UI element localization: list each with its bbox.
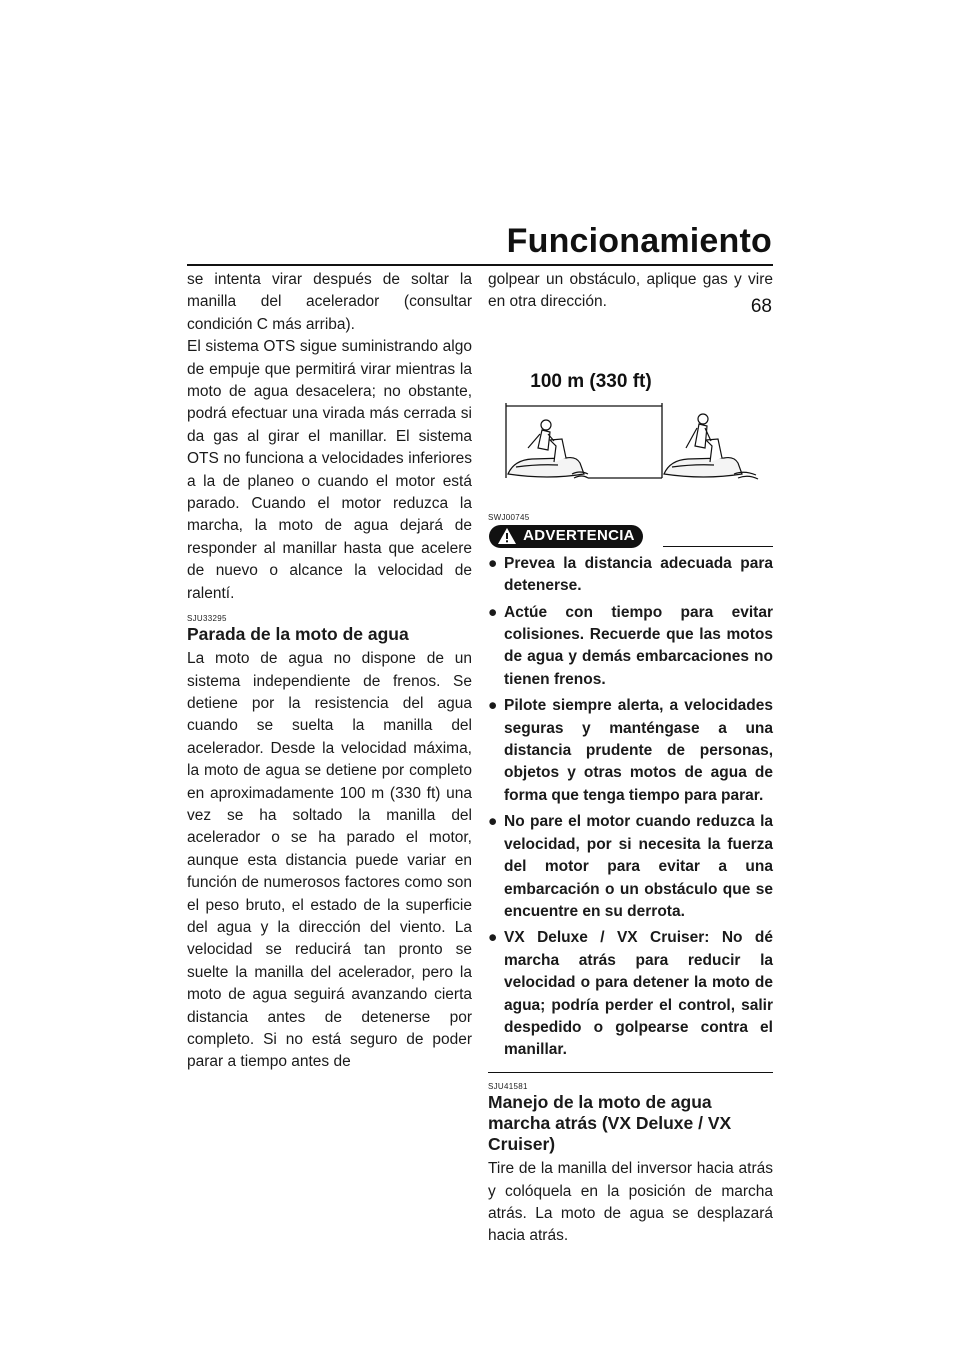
bullet-icon: ● [488, 697, 498, 715]
watercraft-left-icon [508, 420, 588, 478]
bullet-icon: ● [488, 603, 498, 621]
bullet-icon: ● [488, 929, 498, 947]
warning-item: ● Pilote siempre alerta, a velocidades seguras y manténgase a una distancia prudente de personas, objetos y otras motos de agua de forma que tenga tiempo para parar. [488, 697, 773, 804]
warning-item: ● VX Deluxe / VX Cruiser: No dé marcha atrás para reducir la velocidad o para detener la moto de agua; podría perder el control, salir despedido o golpearse contra el manillar. [488, 929, 773, 1059]
section-heading-reverse: Manejo de la moto de agua marcha atrás (VX Deluxe / VX Cruiser) [488, 1092, 732, 1155]
continuation-paragraph: golpear un obstáculo, aplique gas y vire en otra dirección. [488, 271, 773, 311]
page-title: Funcionamiento [506, 222, 772, 260]
left-column [187, 269, 472, 1074]
warning-item: ● Prevea la distancia adecuada para detenerse. [488, 554, 773, 595]
section-code: SJU33295 [187, 614, 227, 624]
warning-header [488, 525, 773, 549]
page-number: 68 [750, 296, 772, 317]
stopping-distance-illustration [488, 324, 773, 504]
bullet-icon: ● [488, 813, 498, 831]
section-code: SJU41581 [488, 1082, 528, 1092]
intro-paragraph-1: se intenta virar después de soltar la manilla del acelerador (consultar condición C más arriba). [187, 271, 472, 333]
warning-code: SWJ00745 [488, 512, 530, 522]
watercraft-right-icon [664, 414, 758, 479]
warning-badge [489, 525, 643, 548]
bullet-icon: ● [488, 554, 498, 572]
warning-top-rule [663, 546, 773, 548]
distance-label: 100 m (330 ft) [530, 370, 652, 392]
warning-item: ● No pare el motor cuando reduzca la velocidad, por si necesita la fuerza del motor para evitar a una embarcación o un obstáculo que se encuentre en su derrota. [488, 813, 773, 920]
section-heading-stopping: Parada de la moto de agua [187, 624, 409, 645]
header-rule [187, 264, 773, 266]
warning-list [488, 553, 773, 1062]
warning-triangle-icon [497, 527, 517, 545]
right-column [488, 269, 773, 1248]
warning-label: ADVERTENCIA [523, 527, 635, 545]
warning-bottom-rule [488, 1072, 773, 1074]
stopping-distance-figure [488, 324, 773, 504]
intro-paragraph-2: El sistema OTS sigue suministrando algo de empuje que permitirá virar mientras la moto de agua desacelera; no obstante, podrá efectuar una virada más cerrada si da gas al girar el manillar. El sistema OTS no funciona a velocidades inferiores a la de planeo o cuando el motor está parado. Cuando el motor reduzca la marcha, la moto de agua dejará de responder al manillar hasta que acelere de nuevo o alcance la velocidad de ralentí. [187, 338, 472, 602]
warning-item: ● Actúe con tiempo para evitar colisiones. Recuerde que las motos de agua y demás embarcaciones no tienen frenos. [488, 603, 773, 688]
section-body-stopping: La moto de agua no dispone de un sistema independiente de frenos. Se detiene por la resistencia del agua cuando se suelta la manilla del acelerador. Desde la velocidad máxima, la moto de agua se detiene por completo en aproximadamente 100 m (330 ft) una vez se ha soltado la manilla del acelerador o se ha parado el motor, aunque esta distancia puede variar en función de numerosos factores como son el peso bruto, el estado de la superficie del agua y la dirección del viento. La velocidad se reducirá tan pronto se suelte la manilla del acelerador, pero la moto de agua seguirá avanzando cierta distancia antes de detenerse por completo. Si no está seguro de poder parar a tiempo antes de [187, 650, 472, 1071]
section-body-reverse: Tire de la manilla del inversor hacia atrás y colóquela en la posición de marcha atrás. La moto de agua se desplazará hacia atrás. [488, 1160, 773, 1245]
